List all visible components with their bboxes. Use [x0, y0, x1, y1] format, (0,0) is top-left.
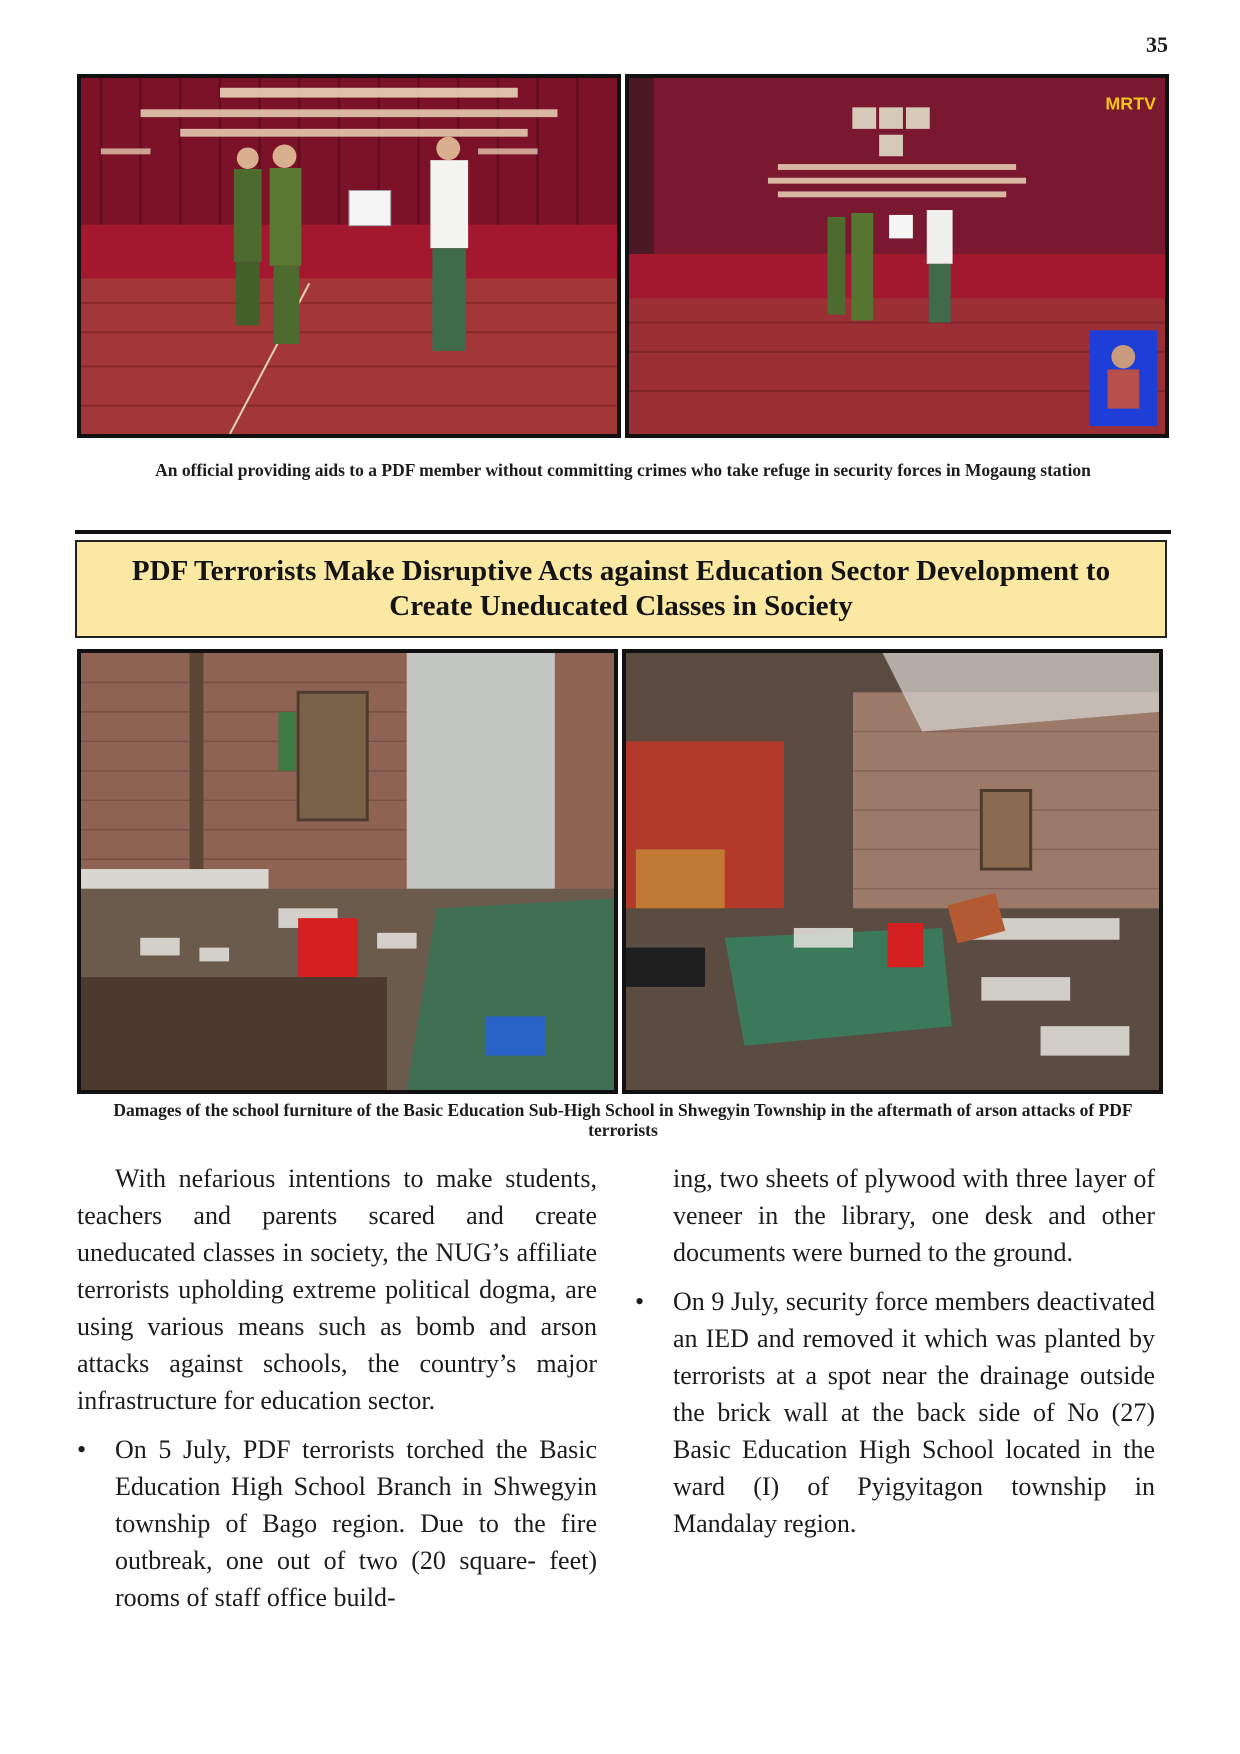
page-number: 35 [1146, 32, 1168, 57]
incident-bullet-1: • On 5 July, PDF terrorists torched the Basic Education High School Branch in Shwegyin township of Bago region. Due to the fire outbreak, one out of two (20 square- feet) rooms of staff office build- [77, 1431, 597, 1616]
article-column-left [77, 1160, 597, 1628]
incident-bullet-2: • On 9 July, security force members deactivated an IED and removed it which was planted by terrorists at a spot near the drainage outside the brick wall at the back side of No (27) Basic Education High School located in the ward (I) of Pyigyitagon township in Mandalay region. [635, 1283, 1155, 1542]
damage-photo-right [622, 649, 1163, 1094]
damaged-office-image [626, 653, 1159, 1090]
ceremony-photo-right [625, 74, 1169, 438]
top-photo-caption: An official providing aids to a PDF member without committing crimes who take refuge in security forces in Mogaung station [155, 460, 1091, 480]
damaged-classroom-image [81, 653, 614, 1090]
ceremony-photo-stage-handover-image [81, 78, 617, 434]
damage-photo-caption: Damages of the school furniture of the Basic Education Sub-High School in Shwegyin Township in the aftermath of arson attacks of PDF terrorists [113, 1100, 1133, 1140]
top-photo-row [77, 74, 1169, 438]
incident-1-continuation: ing, two sheets of plywood with three layer of veneer in the library, one desk and other documents were burned to the ground. [673, 1164, 1155, 1267]
damage-photo-left [77, 649, 618, 1094]
section-divider [75, 530, 1171, 534]
ceremony-photo-tv-broadcast-image [629, 78, 1165, 434]
damage-photo-row [77, 649, 1163, 1094]
ceremony-photo-left [77, 74, 621, 438]
tv-logo: MRTV [1105, 93, 1157, 114]
article-column-right [635, 1160, 1155, 1554]
article-headline: PDF Terrorists Make Disruptive Acts against Education Sector Development to Create Uneducated Classes in Society [75, 540, 1167, 638]
incident-list-right [635, 1283, 1155, 1542]
intro-paragraph: With nefarious intentions to make students, teachers and parents scared and create uneducated classes in society, the NUG’s affiliate terrorists upholding extreme political dogma, are using various means such as bomb and arson attacks against schools, the country’s major infrastructure for education sector. [77, 1164, 597, 1415]
incident-list-left [77, 1431, 597, 1616]
